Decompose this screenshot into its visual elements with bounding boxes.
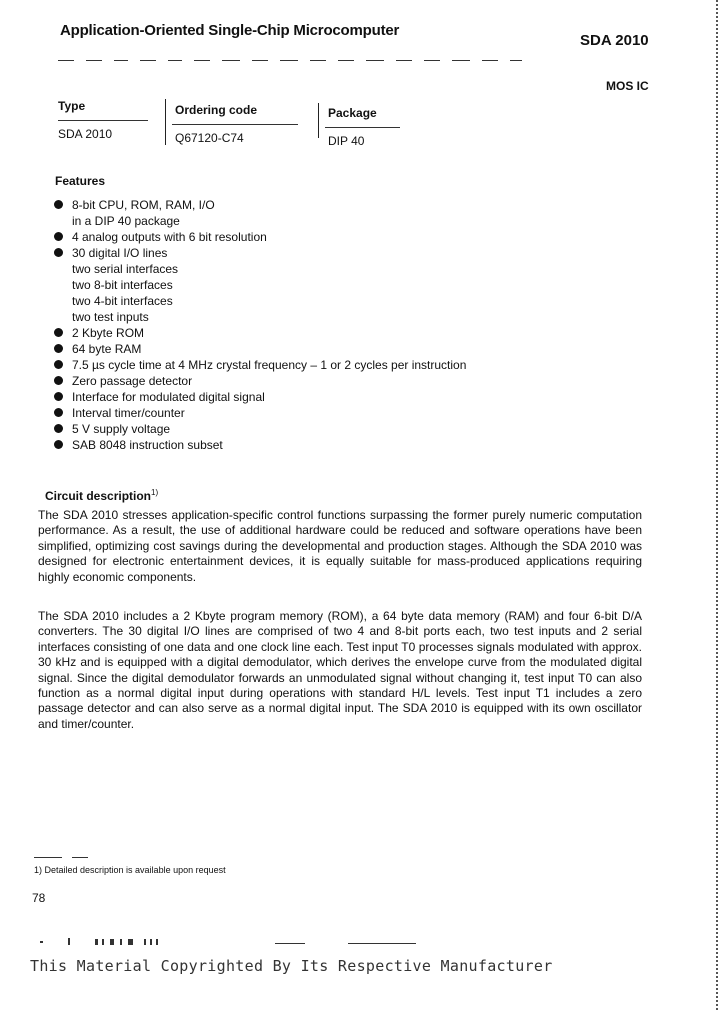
feature-text: 64 byte RAM [72,342,142,356]
feature-subitem: two test inputs [72,310,149,324]
bullet-icon [54,328,63,337]
feature-text: 2 Kbyte ROM [72,326,145,340]
feature-item [52,405,572,421]
bullet-icon [54,248,63,257]
footnote-rule [34,857,104,858]
scan-marks [40,937,420,949]
column-header-ordering-code: Ordering code [175,103,258,117]
features-heading: Features [55,174,106,188]
feature-text: 8-bit CPU, ROM, RAM, I/O [72,198,215,212]
footnote-mark: 1) [151,488,159,497]
bullet-icon [54,408,63,417]
column-header-type: Type [58,99,86,113]
circuit-paragraph: The SDA 2010 includes a 2 Kbyte program memory (ROM), a 64 byte data memory (RAM) and four 6-bit D/A converters. The 30 digital I/O lines are comprised of two 4 and 8-bit ports each, two test inputs and 2 serial interfaces consisting of one data and one clock line each. Test input T0 processes signals modulated with approx. 30 kHz and is equipped with a digital demodulator, which derives the envelope curve from the modulated digital signal. Since the digital demodulator forwards an unmodulated signal without changing it, test input T0 can also function as a normal digital input during operations with standard H/L levels. Test input T1 includes a zero passage detector and can also serve as a normal digital input. The SDA 2010 is equipped with its own oscillator and timer/counter. [38,609,642,731]
circuit-paragraph: The SDA 2010 stresses application-specific control functions surpassing the former purely numeric computation performance. As a result, the use of additional hardware could be reduced and software operations have been simplified, optimizing cost savings during the developmental and production stages. Although the SDA 2010 was designed for electronic entertainment devices, it is equally suitable for mass-produced applications requiring highly economic components. [38,508,642,584]
feature-subitem: two 4-bit interfaces [72,294,173,308]
bullet-icon [54,232,63,241]
feature-item [52,341,572,357]
feature-text: 30 digital I/O lines [72,246,168,260]
feature-subitem: two 8-bit interfaces [72,278,173,292]
feature-item [52,357,572,373]
bullet-icon [54,200,63,209]
scan-edge [716,0,718,1012]
table-divider [318,103,319,138]
feature-item [52,229,572,245]
cell-package: DIP 40 [328,134,365,148]
feature-item [52,437,572,453]
cell-type: SDA 2010 [58,127,113,141]
circuit-heading [45,488,158,503]
part-number: SDA 2010 [580,32,649,49]
feature-item [52,373,572,389]
feature-item [52,197,572,213]
bullet-icon [54,392,63,401]
table-rule [172,124,298,125]
table-rule [325,127,400,128]
bullet-icon [54,424,63,433]
feature-text: Interface for modulated digital signal [72,390,265,404]
cell-ordering-code: Q67120-C74 [175,131,244,145]
column-header-package: Package [328,106,377,120]
feature-item [52,421,572,437]
copyright-notice: This Material Copyrighted By Its Respective Manufacturer [30,957,553,975]
feature-item [52,325,572,341]
bullet-icon [54,440,63,449]
table-rule [58,120,148,121]
feature-text: SAB 8048 instruction subset [72,438,223,452]
header-rule [58,52,658,64]
bullet-icon [54,376,63,385]
bullet-icon [54,360,63,369]
feature-text: 7.5 µs cycle time at 4 MHz crystal frequency – 1 or 2 cycles per instruction [72,358,467,372]
circuit-heading-text: Circuit description [45,489,152,503]
feature-text: 5 V supply voltage [72,422,171,436]
page-title: Application-Oriented Single-Chip Microcomputer [60,22,400,39]
feature-item [52,389,572,405]
table-divider [165,99,166,145]
footnote: 1) Detailed description is available upon request [34,865,226,875]
feature-text: Zero passage detector [72,374,193,388]
feature-list [52,197,572,453]
feature-item [52,245,572,261]
page-number: 78 [32,891,46,905]
feature-subitem: two serial interfaces [72,262,179,276]
category-label: MOS IC [606,79,649,93]
bullet-icon [54,344,63,353]
feature-text: Interval timer/counter [72,406,185,420]
feature-subitem: in a DIP 40 package [72,214,180,228]
feature-text: 4 analog outputs with 6 bit resolution [72,230,267,244]
